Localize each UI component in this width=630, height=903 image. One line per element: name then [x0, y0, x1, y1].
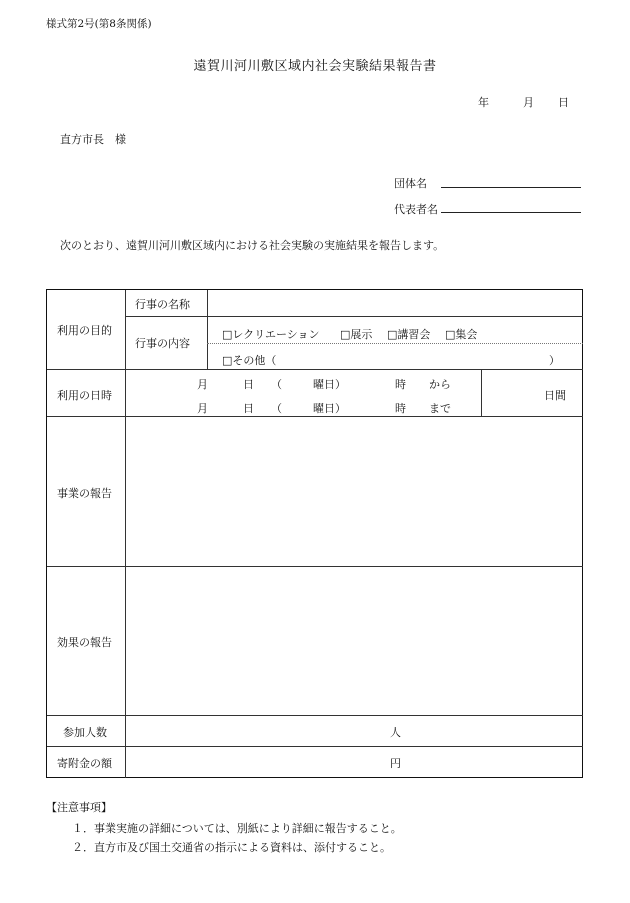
donation-unit: 円 [390, 757, 401, 770]
checkbox-icon[interactable]: □ [222, 328, 233, 341]
from-hour: 時 [395, 378, 406, 391]
row-divider [47, 416, 583, 417]
datetime-label: 利用の日時 [57, 389, 112, 402]
representative-field[interactable] [441, 212, 581, 213]
other-close-paren: ） [549, 354, 560, 367]
participants-label: 参加人数 [63, 726, 107, 739]
representative-label: 代表者名 [394, 203, 438, 216]
business-report-field[interactable] [131, 422, 577, 560]
to-paren: （ [271, 402, 282, 415]
from-day: 日 [243, 378, 254, 391]
days-label: 日間 [544, 389, 566, 402]
notes-heading: 【注意事項】 [46, 801, 112, 814]
checkbox-label: 講習会 [397, 328, 431, 341]
donation-label: 寄附金の額 [57, 757, 112, 770]
checkbox-exhibition[interactable] [340, 326, 372, 342]
checkbox-recreation[interactable] [222, 326, 320, 342]
from-suffix: から [429, 378, 451, 391]
checkbox-other[interactable] [222, 352, 276, 368]
row-divider [47, 566, 583, 567]
organization-field[interactable] [441, 187, 581, 188]
checkbox-meeting[interactable] [445, 326, 477, 342]
effect-report-label: 効果の報告 [57, 636, 112, 649]
row-divider [47, 369, 583, 370]
event-content-label: 行事の内容 [135, 337, 190, 350]
addressee: 直方市長 様 [60, 133, 126, 146]
form-number: 様式第2号(第8条関係) [46, 18, 152, 30]
days-column-divider [481, 369, 482, 416]
checkbox-lecture[interactable] [387, 326, 430, 342]
to-day: 日 [243, 402, 254, 415]
intro-text: 次のとおり、遠賀川河川敷区域内における社会実験の実施結果を報告します。 [60, 239, 445, 252]
checkbox-icon[interactable]: □ [222, 354, 233, 367]
effect-report-field[interactable] [131, 572, 577, 709]
sublabel-column-divider [207, 290, 208, 369]
note-item: ２．直方市及び国土交通省の指示による資料は、添付すること。 [72, 841, 391, 854]
checkbox-label: 集会 [455, 328, 478, 341]
event-name-field[interactable] [214, 295, 574, 312]
row-divider [125, 316, 583, 317]
from-month: 月 [197, 378, 208, 391]
report-table [46, 289, 583, 778]
row-divider [47, 746, 583, 747]
row-divider-dotted [207, 343, 583, 344]
checkbox-label: 展示 [350, 328, 373, 341]
checkbox-icon[interactable]: □ [340, 328, 351, 341]
checkbox-label: その他（ [232, 354, 277, 367]
organization-label: 団体名 [394, 177, 427, 190]
event-name-label: 行事の名称 [135, 298, 190, 311]
participants-unit: 人 [390, 726, 401, 739]
page-title: 遠賀川河川敷区域内社会実験結果報告書 [193, 59, 437, 74]
checkbox-icon[interactable]: □ [445, 328, 456, 341]
to-month: 月 [197, 402, 208, 415]
label-column-divider [125, 290, 126, 778]
checkbox-icon[interactable]: □ [387, 328, 398, 341]
checkbox-label: レクリエーション [232, 328, 320, 341]
to-weekday: 曜日） [313, 402, 346, 415]
row-divider [47, 715, 583, 716]
from-weekday: 曜日） [313, 378, 346, 391]
to-hour: 時 [395, 402, 406, 415]
note-item: １．事業実施の詳細については、別紙により詳細に報告すること。 [72, 822, 402, 835]
date-day-label: 日 [558, 96, 569, 109]
purpose-label: 利用の目的 [57, 324, 112, 337]
from-paren: （ [271, 378, 282, 391]
date-year-label: 年 [478, 96, 489, 109]
business-report-label: 事業の報告 [57, 487, 112, 500]
to-suffix: まで [429, 402, 451, 415]
date-month-label: 月 [523, 96, 534, 109]
